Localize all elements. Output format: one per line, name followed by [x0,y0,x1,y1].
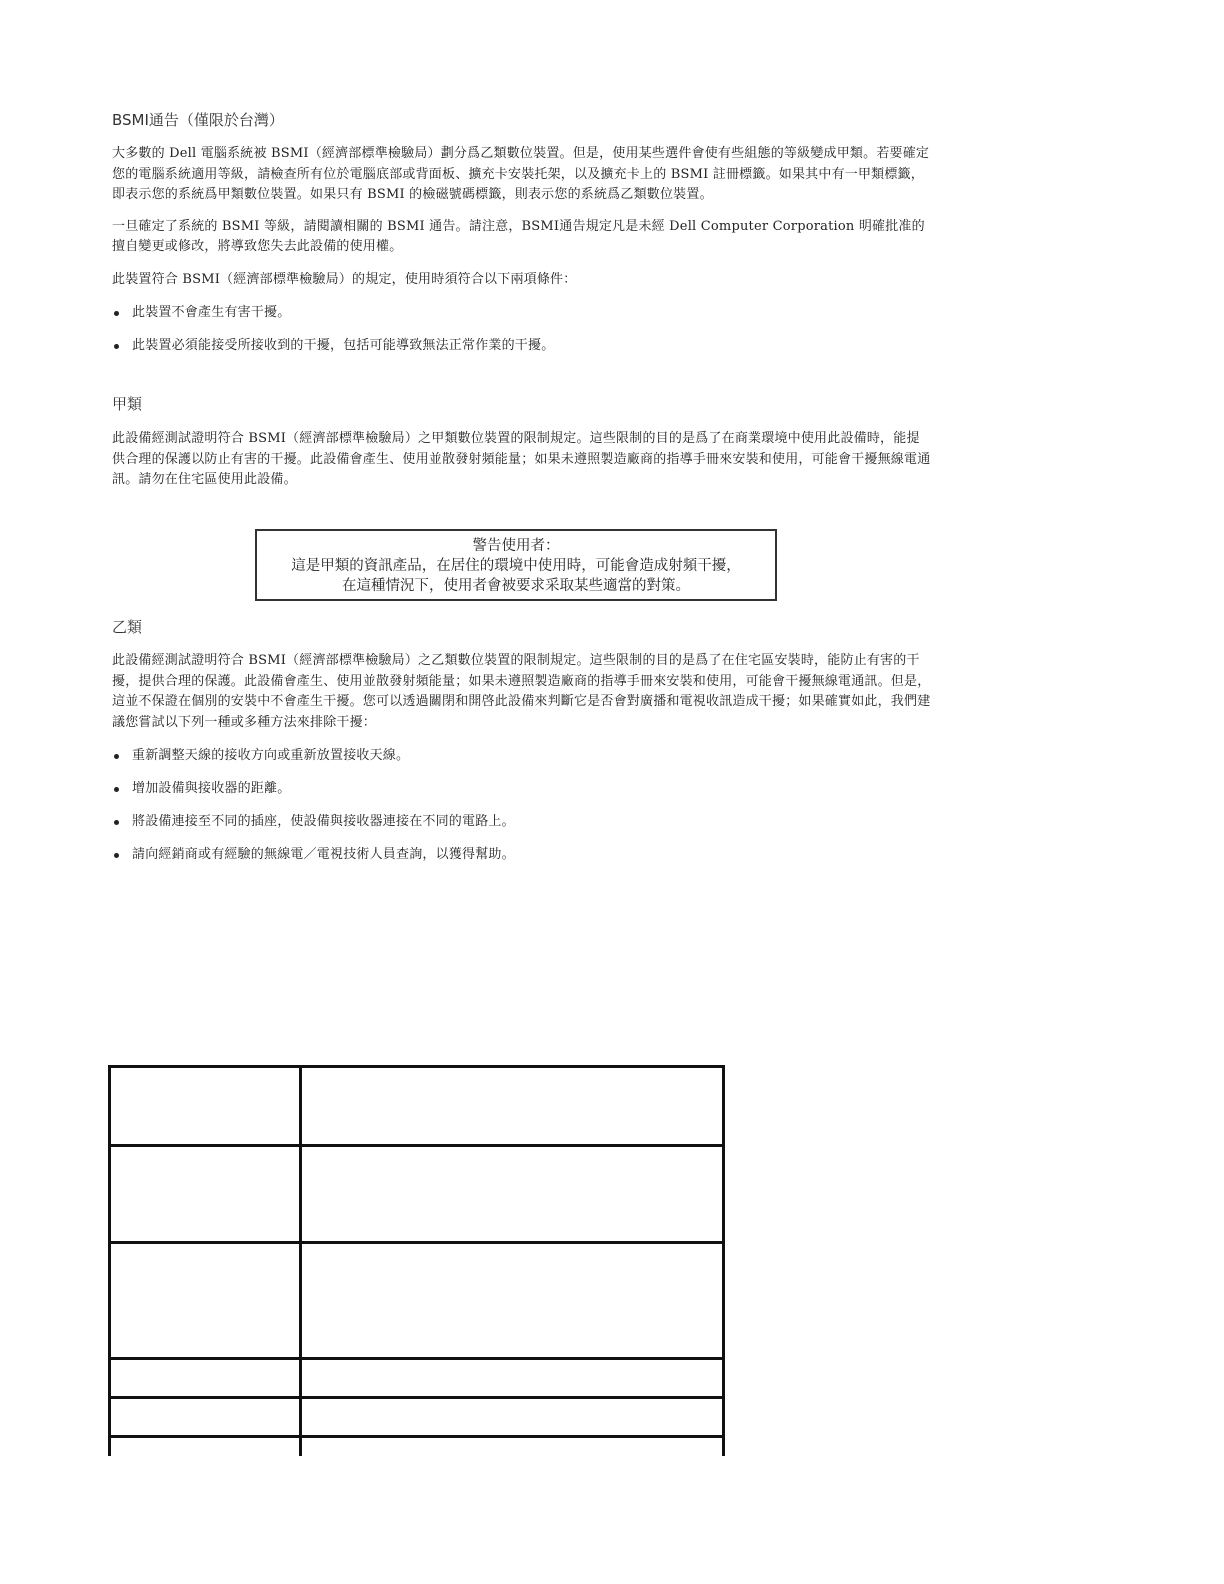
list-item-text: 請向經銷商或有經驗的無線電／電視技術人員查詢，以獲得幫助。 [132,847,515,862]
bullet-icon [114,311,119,316]
list-item [112,812,932,832]
warning-line: 這是甲類的資訊產品，在居住的環境中使用時，可能會造成射頻干擾， [291,558,741,574]
bullet-icon [114,820,119,825]
table-cell [301,1067,724,1146]
list-item [112,779,932,799]
table-cell [301,1243,724,1359]
table-cell [301,1146,724,1243]
list-item-text: 此裝置不會產生有害干擾。 [132,305,291,320]
table-row [110,1398,724,1437]
list-item-text: 將設備連接至不同的插座，使設備與接收器連接在不同的電路上。 [132,814,515,829]
table-cell [301,1437,724,1457]
class-b-section [112,617,932,865]
table-row [110,1243,724,1359]
bullet-icon [114,787,119,792]
table-cell [110,1146,301,1243]
class-a-heading: 甲類 [112,395,143,413]
table-cell [110,1359,301,1398]
warning-line: 在這種情況下，使用者會被要求采取某些適當的對策。 [342,578,690,594]
bsmi-conditions-list [112,303,932,356]
class-a-warning-box [255,529,777,601]
table-row [110,1359,724,1398]
list-item [112,746,932,766]
class-b-heading: 乙類 [112,618,143,636]
bullet-icon [114,754,119,759]
table-row [110,1437,724,1457]
list-item [112,303,932,323]
class-b-remedies-list [112,746,932,865]
empty-table [108,1065,725,1456]
table-row [110,1146,724,1243]
list-item [112,336,932,356]
table-cell [110,1437,301,1457]
bullet-icon [114,853,119,858]
document-body [112,110,932,491]
warning-title: 警告使用者： [472,538,560,554]
class-a-paragraph: 此設備經測試證明符合 BSMI（經濟部標準檢驗局）之甲類數位裝置的限制規定。這些限制的目的是爲了在商業環境中使用此設備時，能提供合理的保護以防止有害的干擾。此設備會產生、使用並散發射頻能量；如果未遵照製造廠商的指導手冊來安裝和使用，可能會干擾無線電通訊。請勿在住宅區使用此設備。 [112,431,931,487]
class-b-paragraph: 此設備經測試證明符合 BSMI（經濟部標準檢驗局）之乙類數位裝置的限制規定。這些限制的目的是爲了在住宅區安裝時，能防止有害的干擾，提供合理的保護。此設備會產生、使用並散發射頻能量；如果未遵照製造廠商的指導手冊來安裝和使用，可能會干擾無線電通訊。但是，這並不保證在個別的安裝中不會產生干擾。您可以透過關閉和開啓此設備來判斷它是否會對廣播和電視收訊造成干擾；如果確實如此，我們建議您嘗試以下列一種或多種方法來排除干擾： [112,653,931,730]
bsmi-heading: BSMI通告（僅限於台灣） [112,111,284,129]
list-item-text: 此裝置必須能接受所接收到的干擾，包括可能導致無法正常作業的干擾。 [132,338,555,353]
table-cell [110,1398,301,1437]
bsmi-paragraph-2: 一旦確定了系統的 BSMI 等級，請閱讀相關的 BSMI 通告。請注意，BSMI通告規定凡是未經 Dell Computer Corporation 明確批准的擅自變更或修改，將導致您失去此設備的使用權。 [112,218,925,254]
bullet-icon [114,344,119,349]
table-cell [110,1243,301,1359]
bsmi-paragraph-1: 大多數的 Dell 電腦系統被 BSMI（經濟部標準檢驗局）劃分爲乙類數位裝置。但是，使用某些選件會使有些組態的等級變成甲類。若要確定您的電腦系統適用等級，請檢查所有位於電腦底部或背面板、擴充卡安裝托架，以及擴充卡上的 BSMI 註冊標籤。如果其中有一甲類標籤，即表示您的系統爲甲類數位裝置。如果只有 BSMI 的檢磁號碼標籤，則表示您的系統爲乙類數位裝置。 [112,146,930,202]
table-cell [110,1067,301,1146]
table-row [110,1067,724,1146]
list-item-text: 增加設備與接收器的距離。 [132,781,291,796]
table-cell [301,1359,724,1398]
bsmi-paragraph-3: 此裝置符合 BSMI（經濟部標準檢驗局）的規定，使用時須符合以下兩項條件： [112,271,577,287]
list-item [112,845,932,865]
list-item-text: 重新調整天線的接收方向或重新放置接收天線。 [132,748,410,763]
table-cell [301,1398,724,1437]
